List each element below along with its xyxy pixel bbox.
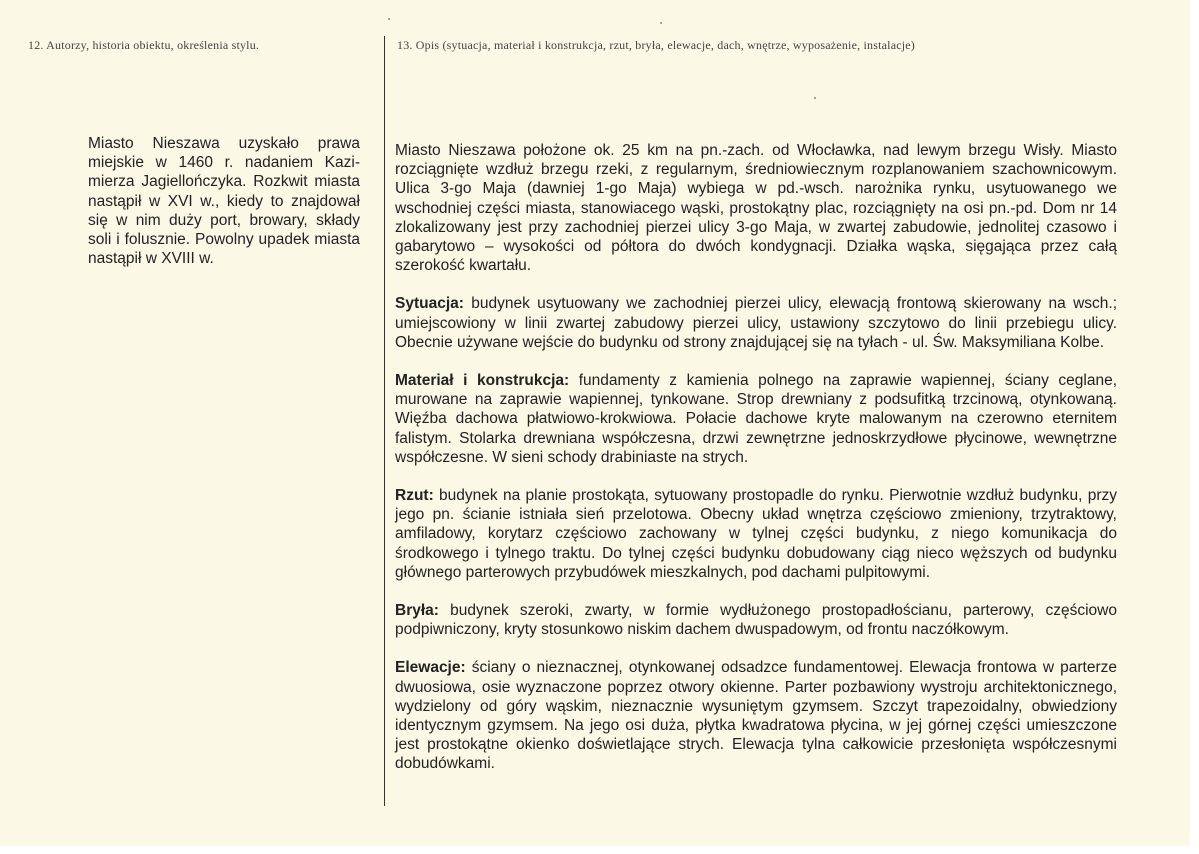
material-paragraph bbox=[395, 371, 1117, 467]
situation-paragraph bbox=[395, 294, 1117, 352]
plan-paragraph bbox=[395, 486, 1117, 582]
section-12-heading: 12. Autorzy, historia obiektu, określenia stylu. bbox=[28, 38, 260, 52]
paper-speck bbox=[388, 18, 390, 20]
massing-text: budynek szeroki, zwarty, w formie wydłużonego prostopadłościanu, parterowy, częściowo podpiwniczony, kryty stosunkowo niskim dachem dwuspadowym, od frontu naczółkowym. bbox=[395, 602, 1117, 639]
scan-margin-right bbox=[1190, 0, 1199, 854]
elevations-text: ściany o nieznacznej, otynkowanej odsadzce fundamentowej. Elewacja frontowa w parterze dwuosiowa, osie wyznaczone poprzez otwory okienne. Parter pozbawiony wystroju architektonicznego, wydzielony od góry wąskim, nieznacznie wysuniętym gzymsem. Szczyt trapezoidalny, obwiedziony identycznym gzymsem. Na jego osi duża, płytka kwadratowa płycina, w jej górnej części umieszczone jest prostokątne okienko doświetlające strych. Elewacja tylna całkowicie przesłonięta współczesnymi dobudówkami. bbox=[395, 659, 1117, 773]
plan-heading: Rzut: bbox=[395, 487, 434, 505]
plan-text: budynek na planie prostokąta, sytuowany prostopadle do rynku. Pierwotnie wzdłuż budynku, przy jego pn. ścianie istniała sień przelotowa. Obecny układ wnętrza częściowo zmieniony, trzytraktowy, amfiladowy, korytarz częściowo zachowany w tylnej części budynku, z niego komunikacja do środkowego i tylnego traktu. Do tylnej części budynku dobudowany ciąg nieco węższych od budynku głównego parterowych przybudówek mieszkalnych, pod dachami pulpitowymi. bbox=[395, 487, 1117, 581]
section-13-heading: 13. Opis (sytuacja, materiał i konstrukcja, rzut, bryła, elewacje, dach, wnętrze, wyposażenie, instalacje) bbox=[397, 38, 915, 52]
scan-margin-bottom bbox=[0, 846, 1199, 854]
description-column bbox=[395, 141, 1117, 793]
material-text: fundamenty z kamienia polnego na zaprawie wapiennej, ściany ceglane, murowane na zaprawie wapiennej, tynkowane. Strop drewniany z podsufitką trzcinową, otynkowaną. Więźba dachowa płatwiowo-krokwiowa. Połacie dachowe kryte malowanym na czerowno eternitem falistym. Stolarka drewniana współczesna, drzwi zewnętrzne jednoskrzydłowe płycinowe, wewnętrzne współczesne. W sieni schody drabiniaste na strych. bbox=[395, 372, 1118, 466]
massing-heading: Bryła: bbox=[395, 602, 439, 620]
massing-paragraph bbox=[395, 601, 1117, 639]
situation-heading: Sytuacja: bbox=[395, 295, 464, 313]
elevations-heading: Elewacje: bbox=[395, 659, 466, 677]
paper-speck bbox=[660, 22, 662, 24]
history-paragraph: Miasto Nieszawa uzyskało prawa miejskie w 1460 r. nadaniem Kazimierza Jagiellończyka. Rozkwit miasta nastąpił w XVI w., kiedy to znajdował się w nim duży port, browary, składy soli i folusznie. Powolny upadek miasta nastąpił w XVIII w. bbox=[88, 135, 360, 268]
intro-paragraph: Miasto Nieszawa położone ok. 25 km na pn.-zach. od Włocławka, nad lewym brzegu Wisły. Miasto rozciągnięte wzdłuż brzegu rzeki, z regularnym, średniowiecznym rozplanowaniem szachownicowym. Ulica 3-go Maja (dawniej 1-go Maja) wybiega w pd.-wsch. narożnika rynku, usytuowanego we wschodniej części miasta, stanowiacego wąski, prostokątny plac, rozciągnięty na osi pn.-pd. Dom nr 14 zlokalizowany jest przy zachodniej pierzei ulicy 3-go Maja, w zwartej zabudowie, jednolitej czasowo i gabarytowo – wysokości od półtora do dwóch kondygnacji. Działka wąska, sięgająca przez całą szerokość kwartału. bbox=[395, 142, 1117, 275]
column-divider bbox=[384, 36, 385, 806]
paper-speck bbox=[814, 97, 816, 99]
situation-text: budynek usytuowany we zachodniej pierzei ulicy, elewacją frontową skierowany na wsch.; umiejscowiony w linii zwartej zabudowy pierzei ulicy, ustawiony szczytowo do linii przebiegu ulicy. Obecnie używane wejście do budynku od strony znajdującej się na tyłach - ul. Św. Maksymiliana Kolbe. bbox=[395, 295, 1117, 351]
history-column bbox=[88, 134, 360, 268]
elevations-paragraph bbox=[395, 658, 1117, 773]
material-heading: Materiał i konstrukcja: bbox=[395, 372, 570, 390]
